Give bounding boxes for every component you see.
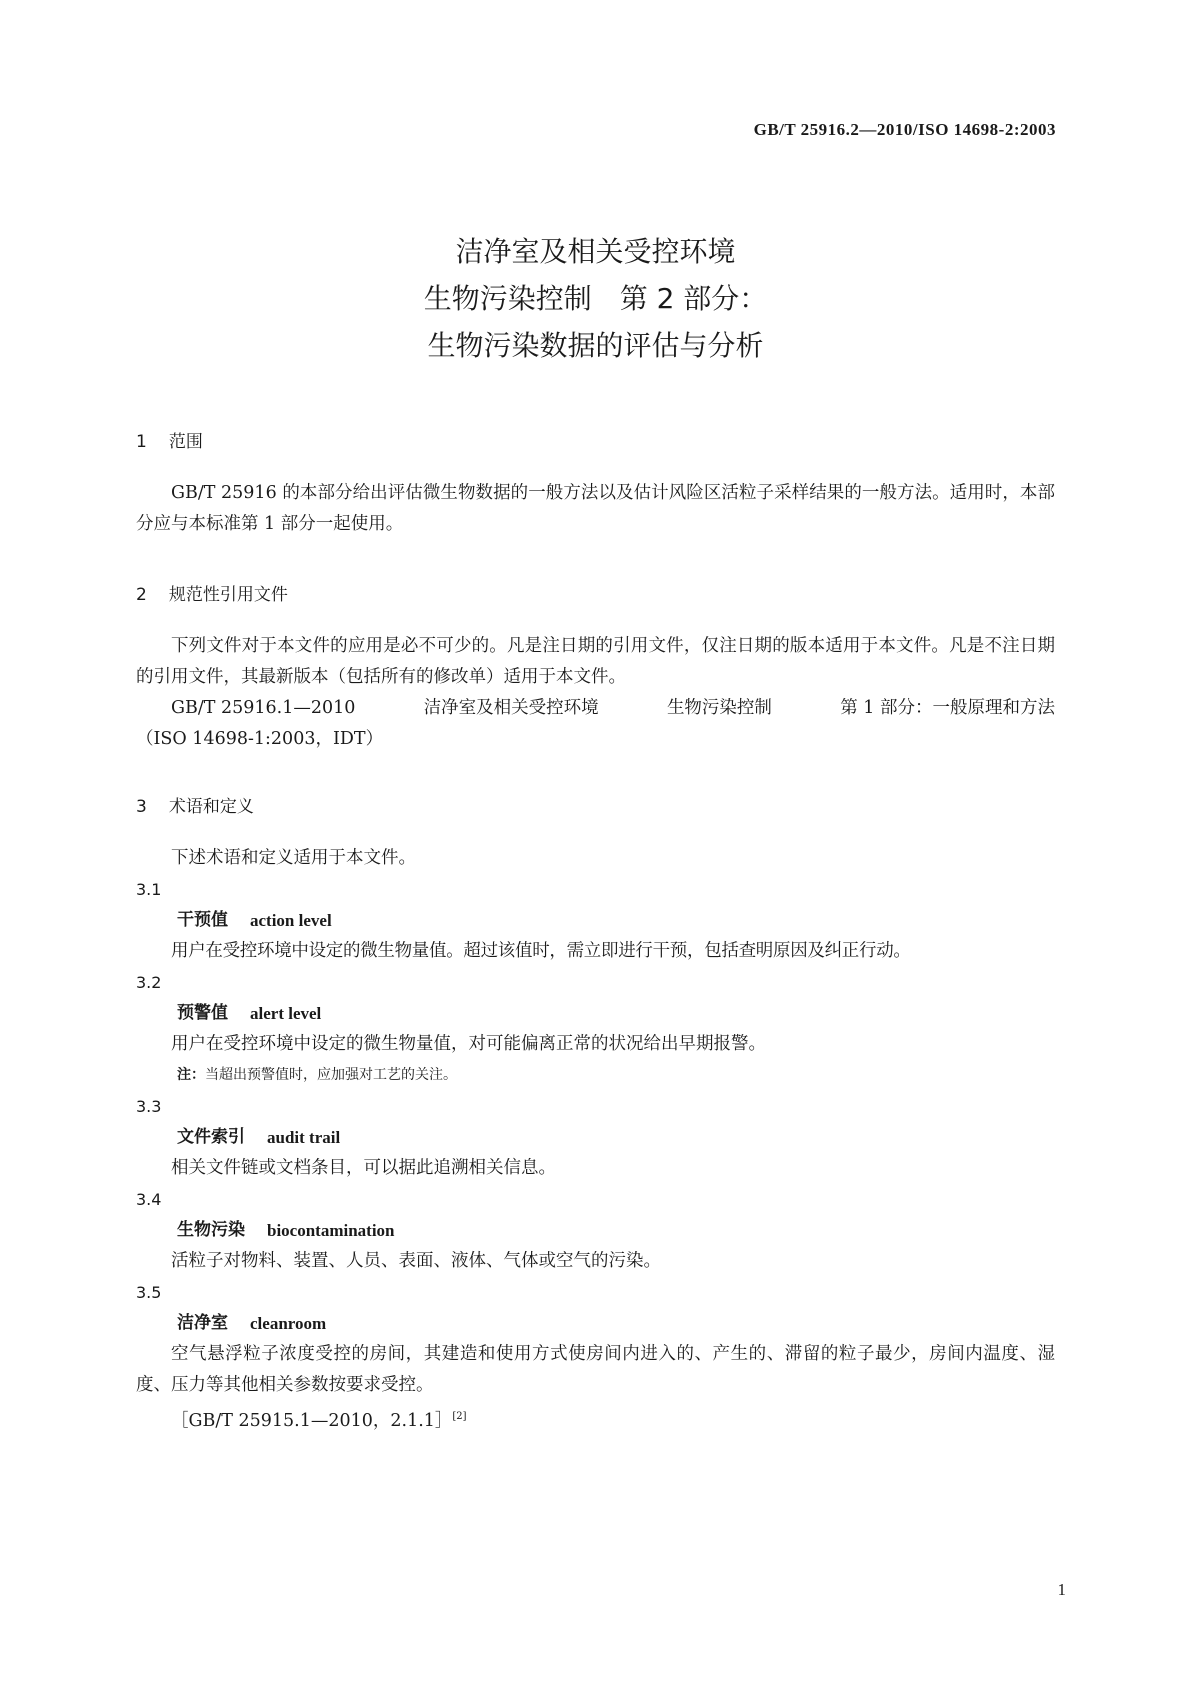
term-number: 3.2 xyxy=(136,973,162,992)
title-line-3: 生物污染数据的评估与分析 xyxy=(427,329,764,362)
term-en: cleanroom xyxy=(250,1314,327,1333)
section-title: 范围 xyxy=(168,432,203,452)
term-definition: 相关文件链或文档条目，可以据此追溯相关信息。 xyxy=(171,1158,556,1178)
document-body xyxy=(136,428,1055,1437)
paragraph: GB/T 25916 的本部分给出评估微生物数据的一般方法以及估计风险区活粒子采样结果的一般方法。适用时，本部分应与本标准第 1 部分一起使用。 xyxy=(136,483,1055,534)
term-zh: 预警值 xyxy=(177,1003,228,1023)
source-citation: ［GB/T 25915.1—2010，2.1.1］ xyxy=(171,1410,453,1431)
section-2-heading xyxy=(136,581,1055,609)
paragraph: 下述术语和定义适用于本文件。 xyxy=(171,848,416,868)
source-reference: [2] xyxy=(452,1411,467,1422)
term-en: action level xyxy=(250,911,332,930)
term-zh: 洁净室 xyxy=(177,1313,228,1333)
section-number: 1 xyxy=(136,432,147,452)
term-entry xyxy=(136,1215,1055,1246)
term-number: 3.5 xyxy=(136,1283,162,1302)
note-label: 注： xyxy=(177,1067,205,1083)
term-number: 3.4 xyxy=(136,1190,162,1209)
ref-code: GB/T 25916.1—2010 xyxy=(171,698,356,718)
normative-reference xyxy=(136,693,1055,724)
term-number: 3.1 xyxy=(136,880,162,899)
term-definition: 用户在受控环境中设定的微生物量值，对可能偏离正常的状况给出早期报警。 xyxy=(171,1034,766,1054)
term-definition: 活粒子对物料、装置、人员、表面、液体、气体或空气的污染。 xyxy=(171,1251,661,1271)
page-title xyxy=(0,228,1191,369)
term-entry xyxy=(136,1308,1055,1339)
term-entry xyxy=(136,905,1055,936)
section-1-heading xyxy=(136,428,1055,456)
title-line-1: 洁净室及相关受控环境 xyxy=(455,235,736,268)
term-zh: 生物污染 xyxy=(177,1220,245,1240)
note-text: 当超出预警值时，应加强对工艺的关注。 xyxy=(205,1067,457,1083)
standard-code: GB/T 25916.2—2010/ISO 14698-2:2003 xyxy=(753,120,1056,139)
reference-continuation: （ISO 14698-1:2003，IDT） xyxy=(136,729,384,749)
term-entry xyxy=(136,998,1055,1029)
paragraph: 下列文件对于本文件的应用是必不可少的。凡是注日期的引用文件，仅注日期的版本适用于本文件。凡是不注日期的引用文件，其最新版本（包括所有的修改单）适用于本文件。 xyxy=(136,636,1055,687)
page-number: 1 xyxy=(1057,1580,1066,1599)
term-entry xyxy=(136,1122,1055,1153)
term-definition: 空气悬浮粒子浓度受控的房间，其建造和使用方式使房间内进入的、产生的、滞留的粒子最少，房间内温度、湿度、压力等其他相关参数按要求受控。 xyxy=(136,1344,1055,1395)
term-en: audit trail xyxy=(267,1128,341,1147)
title-line-2: 生物污染控制 第 2 部分： xyxy=(423,282,768,315)
section-title: 术语和定义 xyxy=(168,797,254,817)
section-number: 3 xyxy=(136,797,147,817)
term-en: biocontamination xyxy=(267,1221,395,1240)
term-number: 3.3 xyxy=(136,1097,162,1116)
section-title: 规范性引用文件 xyxy=(168,585,288,605)
ref-title-b: 生物污染控制 xyxy=(666,698,772,718)
term-source xyxy=(136,1401,1055,1437)
term-en: alert level xyxy=(250,1004,322,1023)
term-zh: 文件索引 xyxy=(177,1127,245,1147)
ref-title-c: 第 1 部分：一般原理和方法 xyxy=(840,698,1055,718)
section-number: 2 xyxy=(136,585,147,605)
term-zh: 干预值 xyxy=(177,910,228,930)
section-3-heading xyxy=(136,793,1055,821)
term-note xyxy=(136,1060,1055,1091)
ref-title-a: 洁净室及相关受控环境 xyxy=(423,698,599,718)
term-definition: 用户在受控环境中设定的微生物量值。超过该值时，需立即进行干预，包括查明原因及纠正行动。 xyxy=(171,941,911,961)
